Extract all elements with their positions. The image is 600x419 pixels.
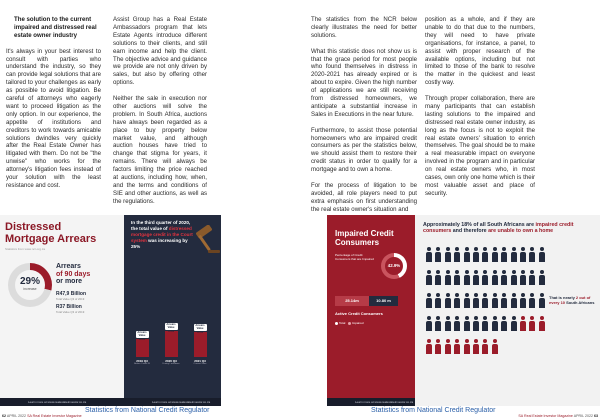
person-icon <box>434 316 442 331</box>
legend-dot-total <box>335 322 338 325</box>
note-highlight: 2 out of every 10 <box>549 295 591 305</box>
person-icon <box>472 293 480 308</box>
infographic-court-arrears <box>124 215 221 406</box>
bar-value-label: Arrears Value 4.1% <box>195 324 205 334</box>
infographic-mortgage-arrears <box>0 215 124 406</box>
person-icon <box>491 316 499 331</box>
statement-part: In the third quarter of 2020, the total value of <box>131 220 191 231</box>
title-line: Consumers <box>335 238 380 247</box>
percentage-label: Percentage of Credit Consumers that are Impaired <box>335 253 374 261</box>
person-icon <box>538 293 546 308</box>
arrears-line: or more <box>56 278 83 285</box>
paragraph: What this statistic does not show us is that the grace period for most people who found themselves in distress in 2020-2021 has already expired or is about to expire. Given the high number of applications we are still receiving from distressed homeowners, we anticipate a substantial increase in Sales in Executions in the near future. <box>311 47 417 118</box>
person-icon <box>538 247 546 262</box>
statement-highlight: impaired credit consumers <box>423 222 574 235</box>
arrears-line: of 90 days <box>56 270 91 278</box>
bar <box>136 339 149 357</box>
legend-dot-impaired <box>348 322 351 325</box>
title-line: Distressed <box>5 221 62 233</box>
person-icon <box>463 270 471 285</box>
person-icon <box>491 270 499 285</box>
person-icon-highlighted <box>528 316 536 331</box>
bar <box>194 332 207 357</box>
person-icon <box>463 247 471 262</box>
statement-part: Approximately 18% of all South Africans are <box>423 222 536 228</box>
infographic-title <box>335 229 394 247</box>
bar-value-label: Arrears Value 4.3% <box>166 323 176 333</box>
person-icon <box>510 293 518 308</box>
note-part: South Africans <box>565 299 595 305</box>
person-icon <box>453 270 461 285</box>
people-grid <box>425 247 549 362</box>
impaired-ring <box>381 253 407 279</box>
person-icon <box>472 316 480 331</box>
stat-subtitle: Total Value Q3 of 2019 <box>56 310 85 314</box>
magazine-name: SA Real Estate Investor Magazine <box>518 414 573 418</box>
bar-period-label: 2020 Q3 <box>165 359 177 363</box>
person-icon <box>434 247 442 262</box>
page-number: 62 <box>2 414 6 418</box>
paragraph: Neither the sale in execution nor other auctions will solve the problem. In South Africa, auctions have always been regarded as a place to buy property below market value, and although auction houses have tried to change that stigma for years, it remains. There will always be factors limiting the price reached at auctions, including how, when, and the terms and conditions of SIE and other auctions, as well as the regulations. <box>113 95 207 205</box>
person-icon <box>425 293 433 308</box>
issue-date: APRIL 2022 <box>6 414 27 418</box>
title-line: Mortgage Arrears <box>5 233 97 245</box>
arrears-line: Arrears <box>56 263 81 270</box>
person-icon <box>425 247 433 262</box>
person-icon <box>500 316 508 331</box>
infographic-title <box>5 221 96 245</box>
person-icon <box>519 293 527 308</box>
paragraph: Assist Group has a Real Estate Ambassadors program that lets Estate Agents introduce different solutions to their clients, and still earn income and help the client. The objective advice and guidance we provide are not only driven by sales, but also by offering other options. <box>113 16 207 87</box>
person-icon <box>538 270 546 285</box>
ring-value: 42.9% <box>385 257 403 275</box>
person-icon-highlighted <box>472 339 480 354</box>
person-icon <box>481 247 489 262</box>
person-icon <box>453 293 461 308</box>
magazine-name: SA Real Estate Investor Magazine <box>27 414 82 418</box>
left-column-1 <box>6 16 101 198</box>
person-icon <box>444 293 452 308</box>
stat-value: R47,9 Billion <box>56 291 87 297</box>
person-icon <box>500 247 508 262</box>
person-icon <box>528 247 536 262</box>
person-icon <box>434 270 442 285</box>
statement-part: was increasing by 25% <box>131 238 188 249</box>
folio-left <box>2 414 82 418</box>
section-heading: The solution to the current impaired and distressed real estate owner industry <box>14 16 97 39</box>
person-icon <box>528 270 536 285</box>
statement-highlight: are unable to own a home <box>488 228 554 235</box>
caption-left: Statistics from National Credit Regulator <box>85 407 210 414</box>
active-consumers-label: Active Credit Consumers <box>335 311 383 316</box>
caption-right: Statistics from National Credit Regulator <box>371 407 496 414</box>
paragraph: position as a whole, and if they are unable to do that due to the numbers, they will need to have private organisations, for instance, a panel, to assist with proper research of the available options, including but not limited to those of the bank to resolve the matter in the quickest and least costly way. <box>425 16 535 87</box>
infographic-statement <box>131 220 193 250</box>
person-icon <box>491 247 499 262</box>
bar-note-label: During Lockdown <box>162 363 180 365</box>
person-icon <box>444 316 452 331</box>
infographic-footer: Learn more at www.realestateinvestor.co.za <box>0 398 124 406</box>
legend-impaired: Impaired <box>351 321 364 325</box>
person-icon-highlighted <box>481 339 489 354</box>
person-icon <box>444 247 452 262</box>
person-icon <box>481 293 489 308</box>
person-icon <box>453 316 461 331</box>
infographic-people <box>415 215 600 406</box>
impaired-value: 10.80 m <box>369 296 398 306</box>
stat-subtitle: Total Value Q3 of 2019 <box>56 297 85 301</box>
ring-value: 29% <box>19 276 40 287</box>
person-icon <box>481 316 489 331</box>
person-icon-highlighted <box>434 339 442 354</box>
person-icon-highlighted <box>425 339 433 354</box>
infographic-footer: Learn more at www.realestateinvestor.co.za <box>327 398 415 406</box>
infographic-footer: Learn more at www.realestateinvestor.co.za <box>124 398 221 406</box>
note-part: That is nearly <box>549 295 576 300</box>
increase-ring <box>8 263 52 307</box>
gavel-icon <box>194 225 220 255</box>
person-icon <box>519 247 527 262</box>
person-icon <box>500 293 508 308</box>
person-icon-highlighted <box>538 316 546 331</box>
folio-right <box>518 414 598 418</box>
person-icon <box>491 293 499 308</box>
left-column-2 <box>113 16 207 214</box>
person-icon <box>472 247 480 262</box>
people-note <box>549 296 595 306</box>
statement-part: and therefore <box>451 228 489 235</box>
bar <box>165 331 178 357</box>
infographic-statement <box>423 222 583 234</box>
bar-group <box>188 324 212 365</box>
bar-note-label: Before Covid-19 <box>134 363 150 365</box>
right-column-2 <box>425 16 535 206</box>
person-icon-highlighted <box>453 339 461 354</box>
person-icon-highlighted <box>444 339 452 354</box>
source-note: Statistics from www.ncr.org.za <box>5 247 46 251</box>
person-icon <box>519 270 527 285</box>
person-icon <box>453 247 461 262</box>
person-icon <box>463 293 471 308</box>
legend <box>335 321 364 325</box>
person-icon <box>500 270 508 285</box>
person-icon <box>510 316 518 331</box>
paragraph: For the process of litigation to be avoided, all role players need to put extra emphasis on first understanding the real estate owner's situation and <box>311 181 417 213</box>
person-icon <box>528 293 536 308</box>
statement-highlight: distressed mortgage credit in the Court system <box>131 226 193 243</box>
person-icon <box>472 270 480 285</box>
ring-label: increase <box>23 287 37 291</box>
bar-group <box>130 331 154 365</box>
legend-total: Total <box>339 321 346 325</box>
person-icon <box>481 270 489 285</box>
person-icon-highlighted <box>519 316 527 331</box>
total-value: 25.14m <box>335 296 369 306</box>
person-icon-highlighted <box>491 339 499 354</box>
paragraph: The statistics from the NCR below clearly illustrates the need for better solutions. <box>311 16 417 39</box>
paragraph: Furthermore, to assist those potential homeowners who are impaired credit consumers as per the statistics below, we should assist them to restore their credit status in order to qualify for a mortgage and to own a home. <box>311 126 417 174</box>
person-icon-highlighted <box>463 339 471 354</box>
infographic-impaired-consumers <box>327 215 415 406</box>
issue-date: APRIL 2022 <box>573 414 593 418</box>
bar-value-label: Arrears Value 3.0% <box>137 331 147 341</box>
person-icon <box>434 293 442 308</box>
page-number: 63 <box>594 414 598 418</box>
title-line: Impaired Credit <box>335 229 394 238</box>
person-icon <box>425 270 433 285</box>
paragraph: It's always in your best interest to consult with parties who understand the industry, so they can provide legal solutions that are tailored to your challenges as early as possible to avoid litigation. Be careful of attorneys who eagerly want to proceed litigation as the only option. In our experience, the appetite of institutions and creditors to work towards amicable solutions dwindles very quickly after the Real Estate Owner has litigated with them. Do not be "the unwise" who works for the attorney's litigation fees instead of your solution with the least resistance and cost. <box>6 47 101 190</box>
stat-value: R37 Billion <box>56 304 82 310</box>
bar-group <box>159 323 183 365</box>
person-icon <box>444 270 452 285</box>
bar-period-label: 2019 Q3 <box>136 359 148 363</box>
person-icon <box>510 247 518 262</box>
bar-period-label: 2021 Q3 <box>194 359 206 363</box>
right-column-1 <box>311 16 417 222</box>
bar-note-label: Current State <box>193 363 207 365</box>
person-icon <box>425 316 433 331</box>
person-icon <box>510 270 518 285</box>
paragraph: Through proper collaboration, there are many participants that can establish lasting solutions to the impaired and distressed real estate owner industry, as long as the focus is not to exploit the real estate owners' situation to enrich themselves. The goal should be to make a real measurable impact on everyone involved in the program and in particular on real estate owners who, in most cases, own only one home which is their most valuable asset and place of security. <box>425 95 535 197</box>
arrears-label <box>56 263 90 286</box>
person-icon <box>463 316 471 331</box>
